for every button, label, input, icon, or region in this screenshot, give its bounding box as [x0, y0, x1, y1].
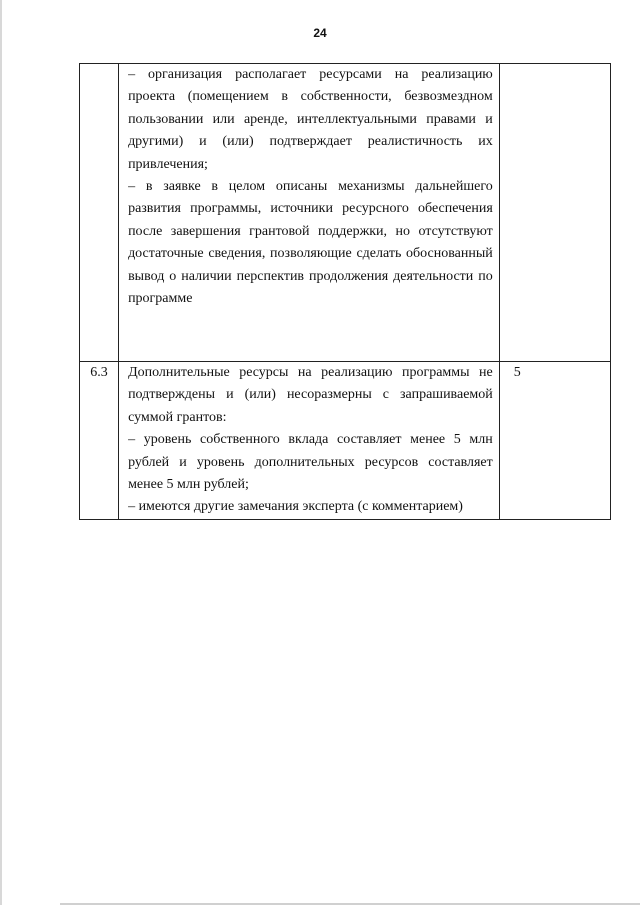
- criteria-paragraph: – имеются другие замечания эксперта (с комментарием): [128, 499, 463, 515]
- criteria-table: [79, 63, 611, 520]
- criteria-paragraph: – уровень собственного вклада составляет менее 5 млн рублей и уровень дополнительных ресурсов составляет менее 5 млн рублей;: [128, 432, 493, 493]
- criteria-text-cell: [119, 362, 500, 520]
- criteria-paragraph: Дополнительные ресурсы на реализацию программы не подтверждены и (или) несоразмерны с запрашиваемой суммой грантов:: [128, 365, 493, 425]
- table-row: [80, 64, 611, 362]
- page-number: 24: [313, 26, 327, 40]
- page-edge-left: [0, 0, 2, 905]
- score-cell: 5: [499, 362, 610, 520]
- criteria-text-cell: [119, 64, 500, 362]
- criteria-paragraph: – организация располагает ресурсами на реализацию проекта (помещением в собственности, безвозмездном пользовании или аренде, интеллектуальными правами и другими) и (или) подтверждает реалистичность их привлечения;: [128, 67, 493, 172]
- table-row: [80, 362, 611, 520]
- row-number-cell: 6.3: [80, 362, 119, 520]
- row-number-cell: [80, 64, 119, 362]
- criteria-paragraph: – в заявке в целом описаны механизмы дальнейшего развития программы, источники ресурсного обеспечения после завершения грантовой поддержки, но отсутствуют достаточные сведения, позволяющие сделать обоснованный вывод о наличии перспектив продолжения деятельности по программе: [128, 179, 493, 307]
- score-cell: [499, 64, 610, 362]
